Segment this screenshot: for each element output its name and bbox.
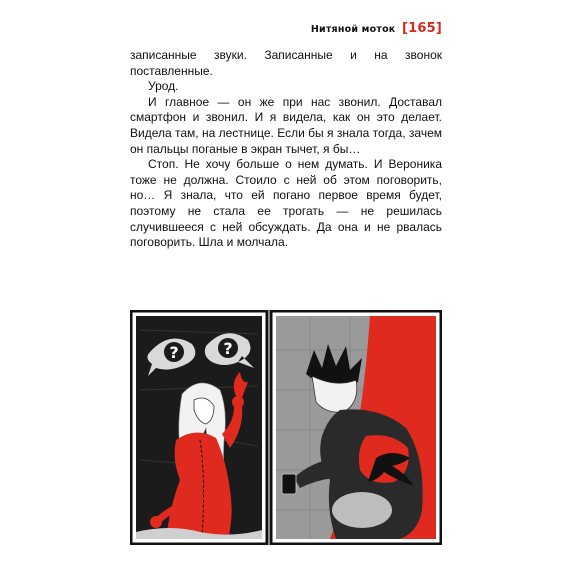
- running-head: [311, 21, 442, 36]
- body-text: [130, 48, 442, 251]
- illustration: [130, 310, 442, 545]
- page-number: [165]: [401, 21, 442, 36]
- left-panel: [131, 311, 267, 544]
- bubble-left-symbol: ?: [169, 343, 179, 362]
- paragraph-2: Урод.: [148, 79, 179, 94]
- chapter-title: Нитяной моток: [310, 24, 396, 35]
- right-panel: [271, 311, 441, 544]
- paragraph-4: Стоп. Не хочу больше о нем думать. И Вероника тоже не должна. Стоило с ней об этом поговорить, но… Я знала, что ей погано первое время будет, поэтому не стала ее трогать — не решилась случившееся с ней обсуждать. Да она и не рвалась поговорить. Шла и молчала.: [130, 157, 442, 250]
- bubble-right-symbol: ?: [223, 339, 233, 358]
- paragraph-3: И главное — он же при нас звонил. Доставал смартфон и звонил. И я видела, как он это делает. Видела там, на лестнице. Если бы я знала тогда, зачем он пальцы поганые в экран тычет, я бы…: [130, 94, 442, 156]
- paragraph-1: записанные звуки. Записанные и на звонок поставленные.: [130, 48, 442, 78]
